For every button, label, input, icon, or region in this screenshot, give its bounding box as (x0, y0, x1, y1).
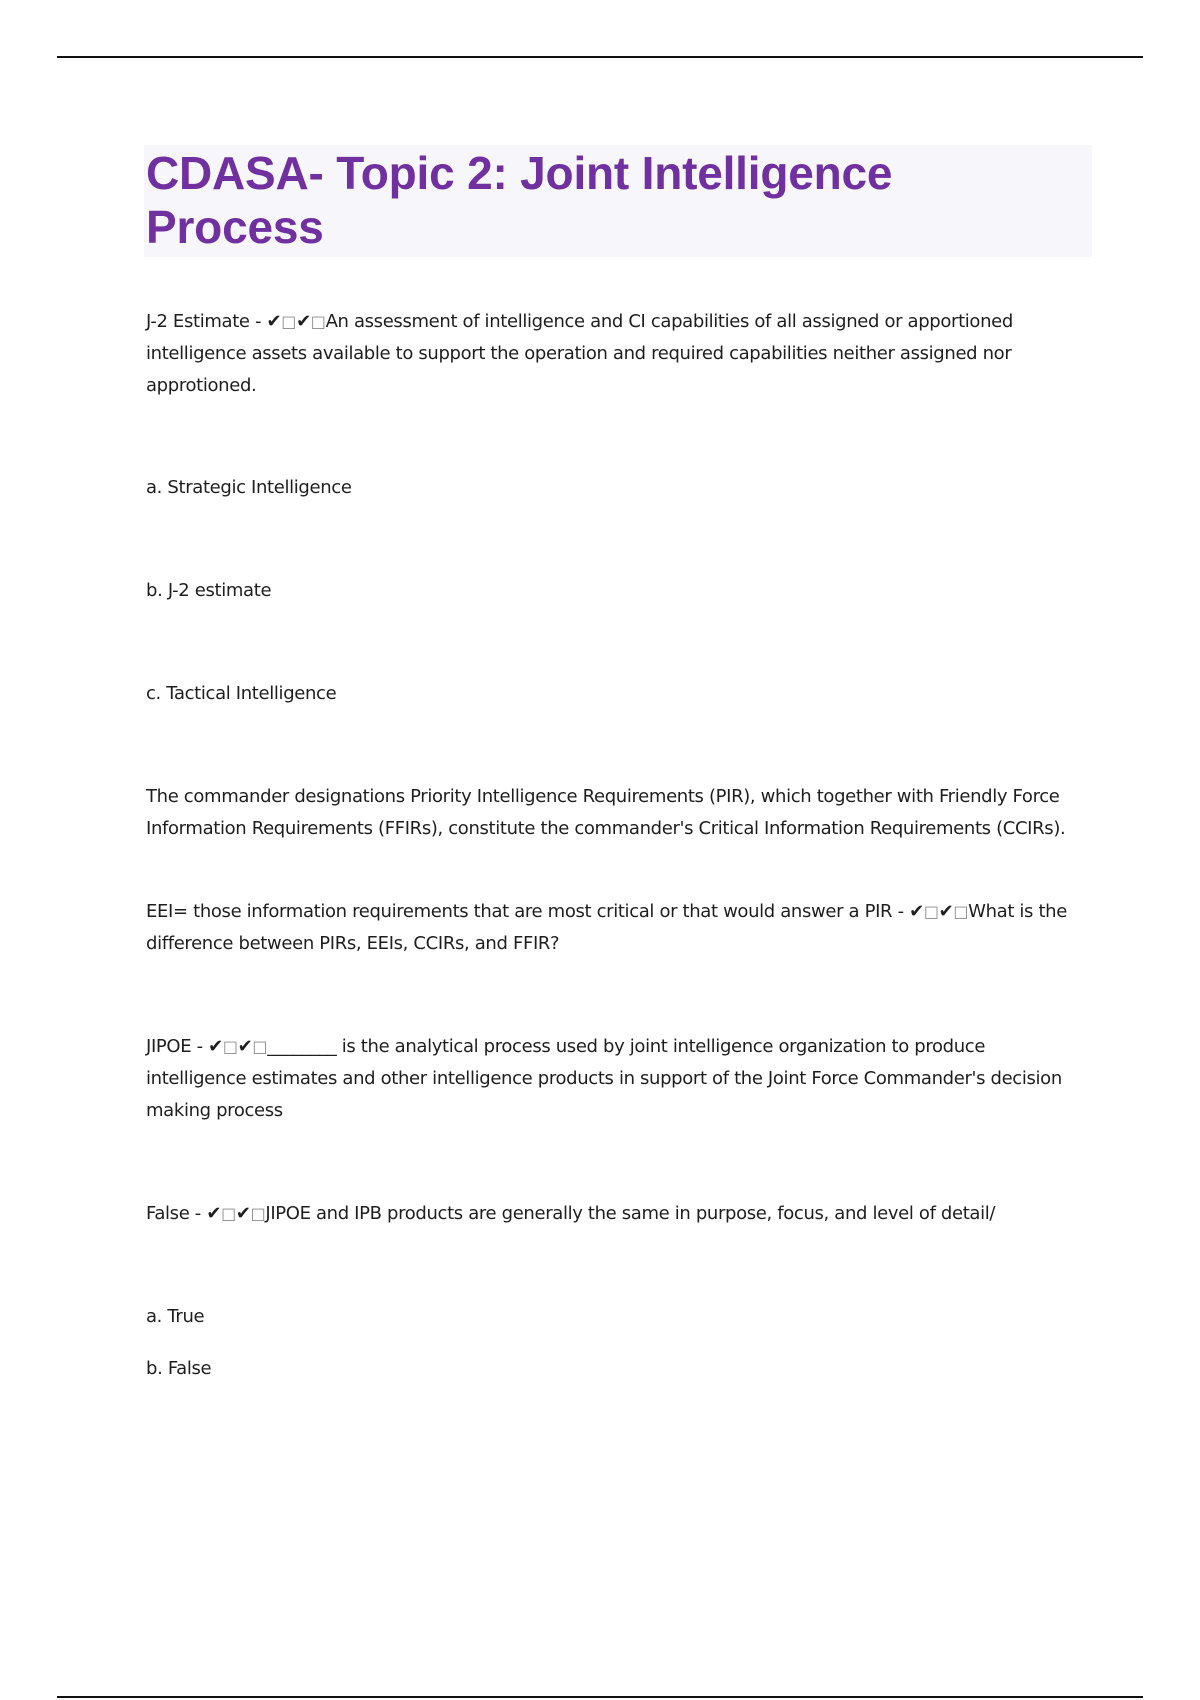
flashcard-term: JIPOE (146, 1036, 192, 1057)
flashcard-term: J-2 Estimate (146, 311, 250, 332)
checkmark-icon: ✔ (909, 901, 924, 922)
answer-option: a. Strategic Intelligence (146, 477, 352, 498)
box-glyph-icon: □ (310, 312, 326, 331)
flashcard-term: EEI= those information requirements that are most critical or that would answer a PIR (146, 901, 893, 922)
checkmark-icon: ✔ (237, 1036, 253, 1057)
term-separator: - (189, 1203, 207, 1224)
checkmark-icon: ✔ (938, 901, 954, 922)
term-separator: - (249, 311, 267, 332)
term-separator: - (191, 1036, 209, 1057)
checkmark-icon: ✔ (296, 311, 311, 332)
answer-option: b. J-2 estimate (146, 580, 272, 601)
header-rule (57, 56, 1143, 58)
term-separator: - (892, 901, 910, 922)
checkmark-icon: ✔ (266, 311, 282, 332)
flashcard-definition: What is the difference between PIRs, EEIs, CCIRs, and FFIR? (146, 901, 1067, 954)
answer-option: b. False (146, 1358, 212, 1379)
checkmark-icon: ✔ (208, 1036, 223, 1057)
box-glyph-icon: □ (221, 1204, 236, 1223)
flashcard-j2-estimate (146, 306, 1086, 402)
flashcard-eei (146, 896, 1086, 960)
checkmark-icon: ✔ (206, 1203, 222, 1224)
box-glyph-icon: □ (252, 1037, 268, 1056)
flashcard-term: False (146, 1203, 190, 1224)
box-glyph-icon: □ (953, 902, 969, 921)
footer-rule (57, 1696, 1143, 1698)
box-glyph-icon: □ (250, 1204, 266, 1223)
flashcard-definition: An assessment of intelligence and CI capabilities of all assigned or apportioned intelligence assets available to support the operation and required capabilities neither assigned nor approtioned. (146, 311, 1013, 396)
document-title: CDASA- Topic 2: Joint Intelligence Process (146, 147, 893, 253)
box-glyph-icon: □ (222, 1037, 238, 1056)
answer-option: c. Tactical Intelligence (146, 683, 337, 704)
flashcard-definition: JIPOE and IPB products are generally the same in purpose, focus, and level of detail/ (265, 1203, 996, 1224)
flashcard-false (146, 1198, 1086, 1230)
answer-option: a. True (146, 1306, 205, 1327)
checkmark-icon: ✔ (235, 1203, 251, 1224)
box-glyph-icon: □ (281, 312, 297, 331)
flashcard-definition: ________ is the analytical process used by joint intelligence organization to produce intelligence estimates and other intelligence products in support of the Joint Force Commander's decision making process (146, 1036, 1062, 1121)
body-paragraph: The commander designations Priority Intelligence Requirements (PIR), which together with Friendly Force Information Requirements (FFIRs), constitute the commander's Critical Information Requirements (CCIRs). (146, 786, 1066, 839)
box-glyph-icon: □ (923, 902, 939, 921)
flashcard-jipoe (146, 1031, 1086, 1127)
